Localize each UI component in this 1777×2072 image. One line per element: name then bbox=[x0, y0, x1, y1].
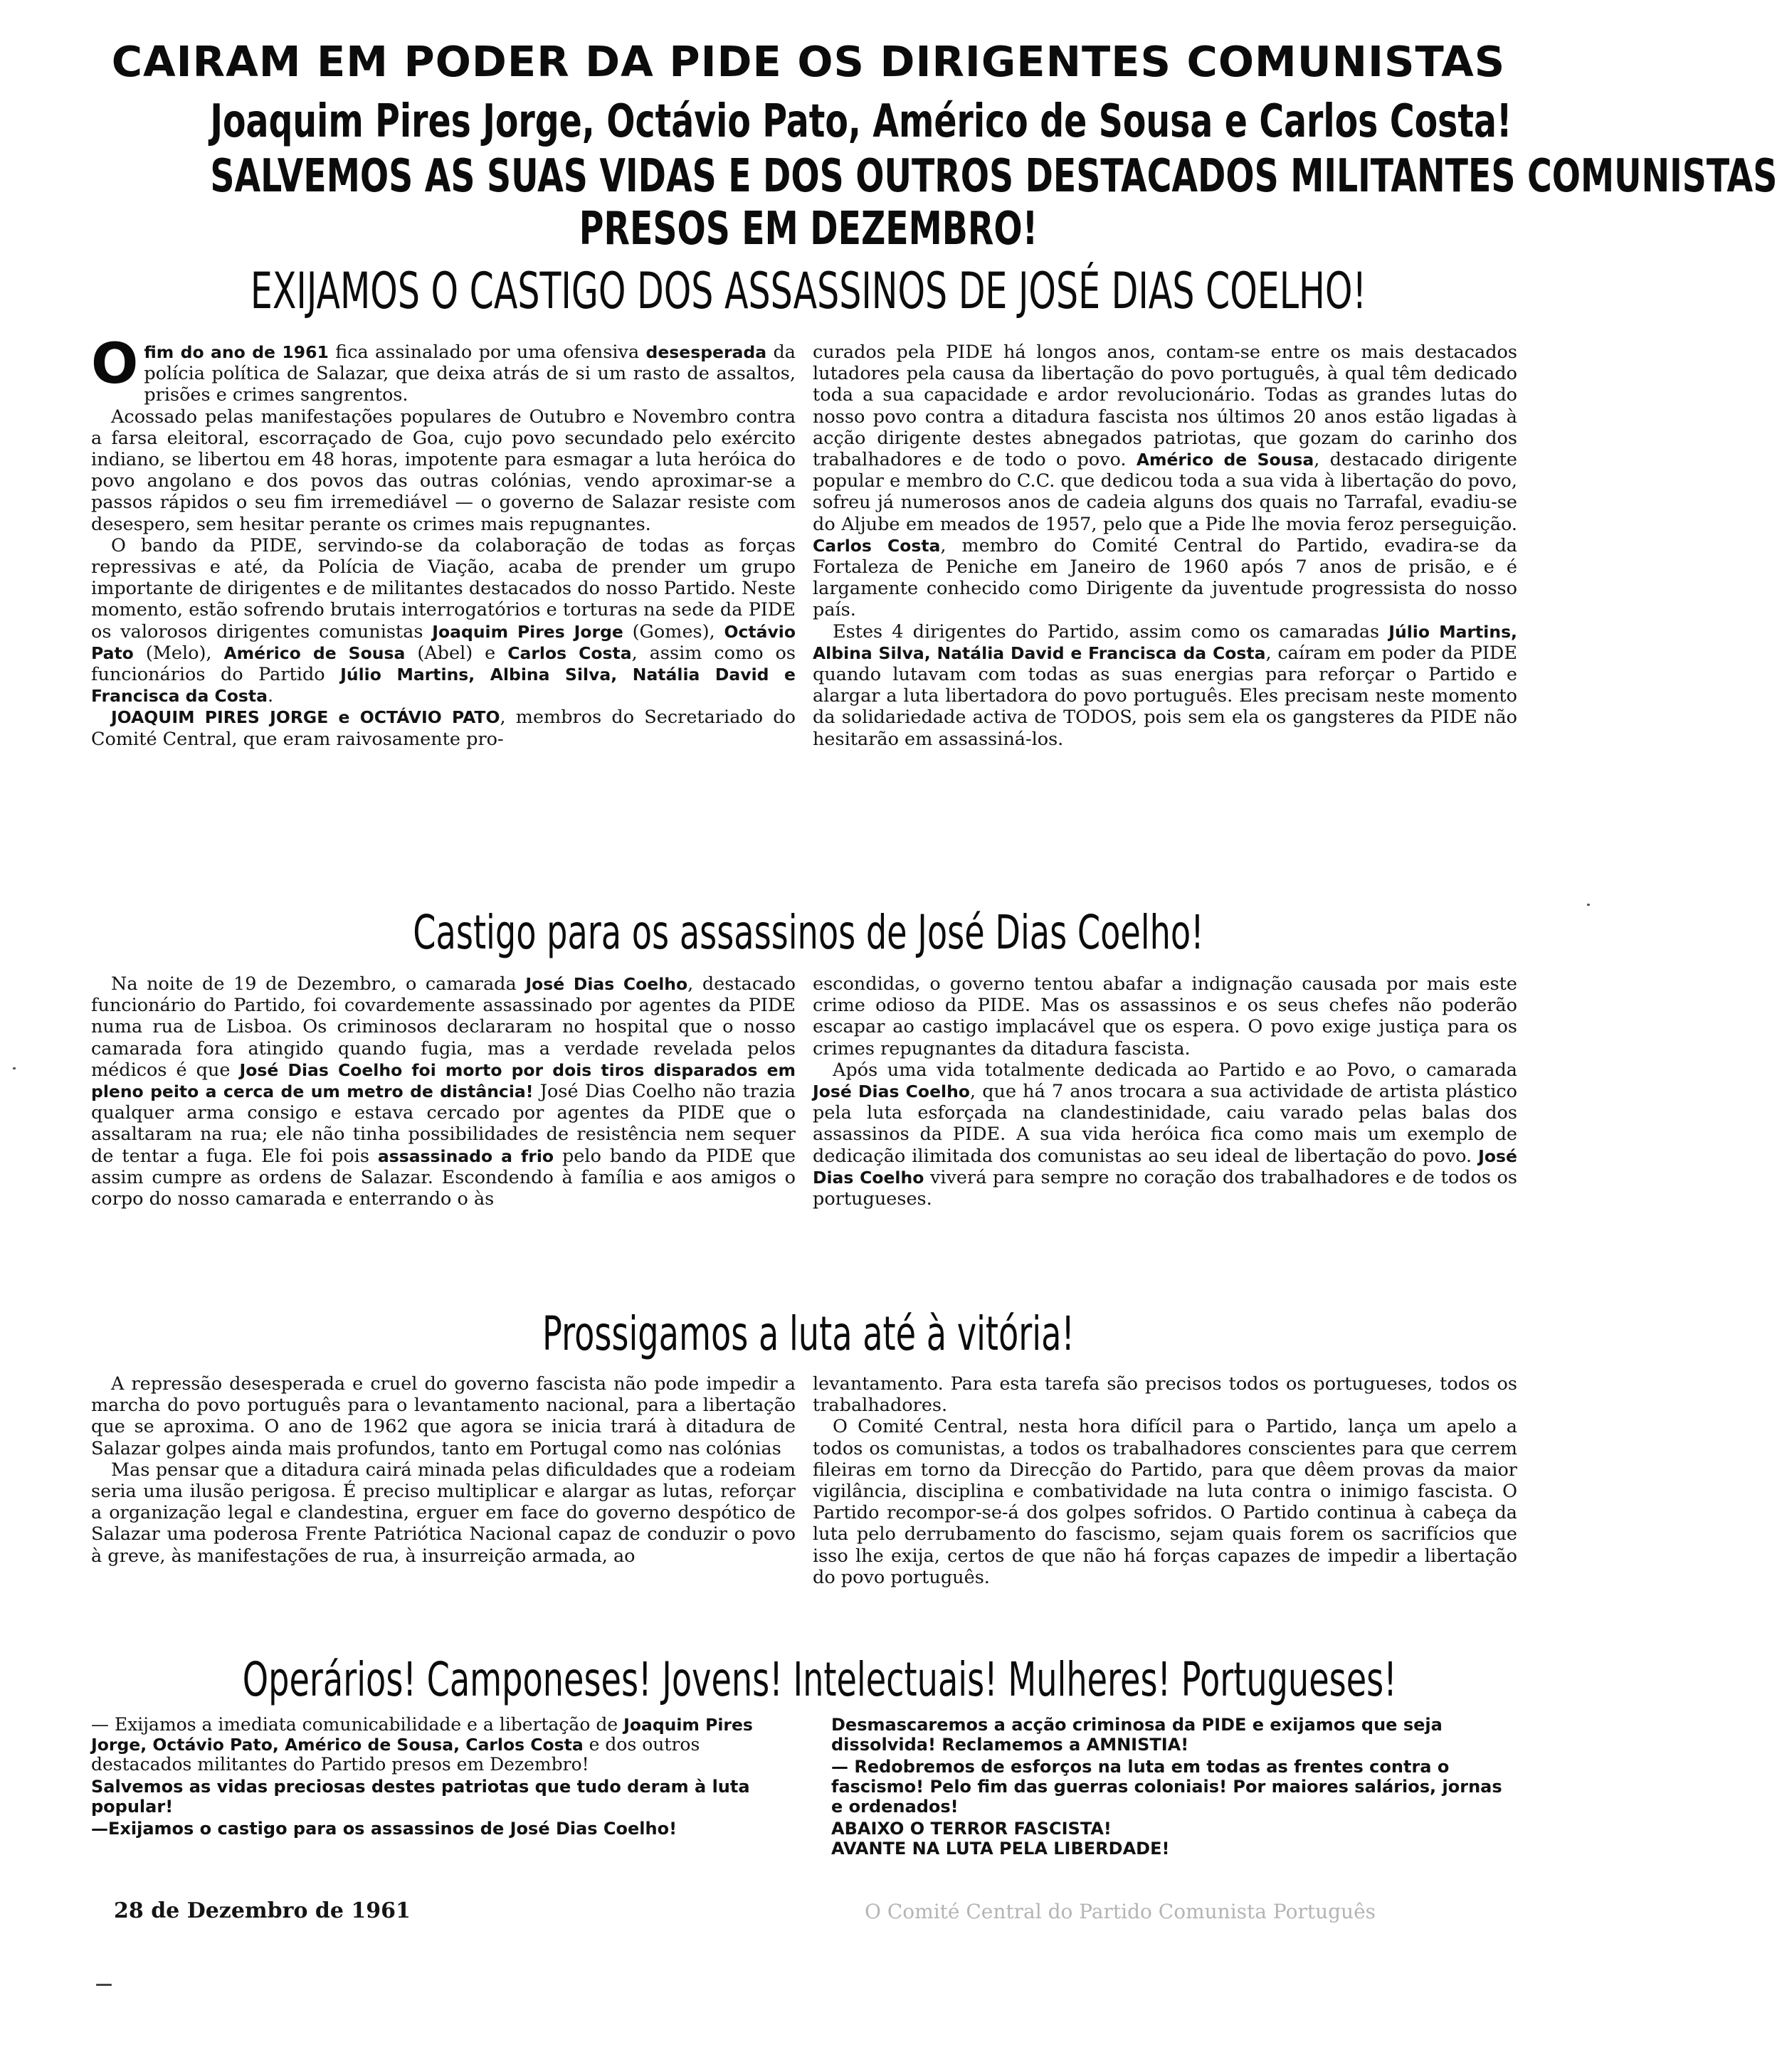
slogan: — Redobremos de esforços na luta em todas as frentes contra o fascismo! Pelo fim das guerras coloniais! Por maiores salários, jornas e ordenados! bbox=[831, 1757, 1502, 1817]
paragraph: levantamento. Para esta tarefa são precisos todos os portugueses, todos os trabalhadores. bbox=[813, 1373, 1517, 1417]
section4-slogans-right bbox=[831, 1715, 1514, 1859]
paragraph: escondidas, o governo tentou abafar a indignação causada por mais este crime odioso da PIDE. Mas os assassinos e os seus chefes não poderão escapar ao castigo implacável que os espera. O povo exige justiça para os crimes repugnantes da ditadura fascista. bbox=[813, 973, 1517, 1059]
print-speck bbox=[96, 1984, 112, 1986]
section1-column-right bbox=[813, 342, 1517, 750]
paragraph: O bando da PIDE, servindo-se da colaboração de todas as forças repressivas e até, da Polícia de Viação, acaba de prender um grupo importante de dirigentes e de militantes destacados do nosso Partido. Neste momento, estão sofrendo brutais interrogatórios e torturas na sede da PIDE os valorosos dirigentes comunistas Joaquim Pires Jorge (Gomes), Octávio Pato (Melo), Américo de Sousa (Abel) e Carlos Costa, assim como os funcionários do Partido Júlio Martins, Albina Silva, Natália David e Francisca da Costa. bbox=[91, 534, 796, 707]
slogan: Desmascaremos a acção criminosa da PIDE e exijamos que seja dissolvida! Reclamemos a AMNISTIA! bbox=[831, 1715, 1443, 1755]
section2-column-right bbox=[813, 973, 1517, 1210]
paragraph: A repressão desesperada e cruel do governo fascista não pode impedir a marcha do povo português para o levantamento nacional, para a libertação que se aproxima. O ano de 1962 que agora se inicia trará à ditadura de Salazar golpes ainda mais profundos, tanto em Portugal como nas colónias bbox=[91, 1373, 796, 1459]
section4-heading: Operários! Camponeses! Jovens! Intelectuais! Mulheres! Portugueses! bbox=[242, 1652, 1397, 1707]
paragraph: JOAQUIM PIRES JORGE e OCTÁVIO PATO, membros do Secretariado do Comité Central, que eram raivosamente pro- bbox=[91, 707, 796, 750]
footer-signature: O Comité Central do Partido Comunista Português bbox=[865, 1900, 1376, 1923]
paragraph: Na noite de 19 de Dezembro, o camarada José Dias Coelho, destacado funcionário do Partido, foi covardemente assassinado por agentes da PIDE numa rua de Lisboa. Os criminosos declararam no hospital que o nosso camarada fora atingido quando fugia, mas a verdade revelada pelos médicos é que José Dias Coelho foi morto por dois tiros disparados em pleno peito a cerca de um metro de distância! José Dias Coelho não trazia qualquer arma consigo e estava cercado por agentes da PIDE que o assaltaram na rua; ele não tinha possibilidades de resistência nem sequer de tentar a fuga. Ele foi pois assassinado a frio pelo bando da PIDE que assim cumpre as ordens de Salazar. Escondendo à família e aos amigos o corpo do nosso camarada e enterrando o às bbox=[91, 973, 796, 1210]
section3-column-right bbox=[813, 1373, 1517, 1588]
headline-save-lives: SALVEMOS AS SUAS VIDAS E DOS OUTROS DESTACADOS MILITANTES COMUNISTAS bbox=[210, 150, 1777, 203]
paragraph: curados pela PIDE há longos anos, contam-se entre os mais destacados lutadores pela causa da libertação do povo português, à qual têm dedicado toda a sua capacidade e ardor revolucionário. Todas as grandes lutas do nosso povo contra a ditadura fascista nos últimos 20 anos estão ligadas à acção dirigente destes abnegados patriotas, que gozam do carinho dos trabalhadores e de todo o povo. Américo de Sousa, destacado dirigente popular e membro do C.C. que dedicou toda a sua vida à libertação do povo, sofreu já numerosos anos de cadeia alguns dos quais no Tarrafal, evadiu-se do Aljube em meados de 1957, pelo que a Pide lhe movia feroz perseguição. Carlos Costa, membro do Comité Central do Partido, evadira-se da Fortaleza de Peniche em Janeiro de 1960 após 7 anos de prisão, e é largamente conhecido como Dirigente da juventude progressista do nosso país. bbox=[813, 342, 1517, 621]
headline-names: Joaquim Pires Jorge, Octávio Pato, Américo de Sousa e Carlos Costa! bbox=[210, 95, 1512, 148]
print-speck bbox=[13, 1067, 16, 1069]
headline-arrested: PRESOS EM DEZEMBRO! bbox=[579, 203, 1038, 255]
slogan: —Exijamos o castigo para os assassinos de José Dias Coelho! bbox=[91, 1819, 677, 1839]
section1-column-left: Ofim do ano de 1961 fica assinalado por uma ofensiva desesperada da polícia política de Salazar, que deixa atrás de si um rasto de assaltos, prisões e crimes sangrentos. Acossado pelas manifestações populares de Outubro e Novembro contra a farsa eleitoral, escorraçado de Goa, cujo povo secundado pelo exército indiano, se libertou em 48 horas, impotente para esmagar a luta heróica do povo angolano e dos povos das outras colónias, vendo aproximar-se a passos rápidos o seu fim irremediável — o governo de Salazar resiste com desespero, sem hesitar perante os crimes mais repugnantes. O bando da PIDE, servindo-se da colaboração de todas as forças repressivas e até, da Polícia de Viação, acaba de prender um grupo importante de dirigentes e de militantes destacados do nosso Partido. Neste momento, estão sofrendo brutais interrogatórios e torturas na sede da PIDE os valorosos dirigentes comunistas Joaquim Pires Jorge (Gomes), Octávio Pato (Melo), Américo de Sousa (Abel) e Carlos Costa, assim como os funcionários do Partido Júlio Martins, Albina Silva, Natália David e Francisca da Costa. JOAQUIM PIRES JORGE e OCTÁVIO PATO, membros do Secretariado do Comité Central, que eram raivosamente pro- bbox=[91, 332, 796, 750]
drop-cap: O bbox=[91, 332, 139, 396]
slogan: AVANTE NA LUTA PELA LIBERDADE! bbox=[831, 1839, 1170, 1859]
paragraph: O Comité Central, nesta hora difícil para o Partido, lança um apelo a todos os comunistas, a todos os trabalhadores conscientes para que cerrem fileiras em torno da Direcção do Partido, para que dêem provas da maior vigilância, disciplina e combatividade na luta contra o inimigo fascista. O Partido recompor-se-á dos golpes sofridos. O Partido continua à cabeça da luta pelo derrubamento do fascismo, sejam quais forem os sacrifícios que isso lhe exija, certos de que não há forças capazes de impedir a libertação do povo português. bbox=[813, 1416, 1517, 1588]
slogan: — Exijamos a imediata comunicabilidade e a libertação de Joaquim Pires Jorge, Octávio Pato, Américo de Sousa, Carlos Costa e dos outros destacados militantes do Partido presos em Dezembro! bbox=[91, 1714, 753, 1775]
section2-heading: Castigo para os assassinos de José Dias Coelho! bbox=[413, 905, 1204, 960]
section3-heading: Prossigamos a luta até à vitória! bbox=[542, 1306, 1075, 1361]
headline-demand-punishment: EXIJAMOS O CASTIGO DOS ASSASSINOS DE JOSÉ DIAS COELHO! bbox=[250, 262, 1367, 320]
print-speck bbox=[1587, 904, 1590, 906]
footer-date: 28 de Dezembro de 1961 bbox=[114, 1898, 411, 1923]
section4-slogans-left bbox=[91, 1715, 796, 1841]
slogan: ABAIXO O TERROR FASCISTA! bbox=[831, 1819, 1112, 1839]
headline-main: CAIRAM EM PODER DA PIDE OS DIRIGENTES COMUNISTAS bbox=[111, 37, 1506, 86]
paragraph: Após uma vida totalmente dedicada ao Partido e ao Povo, o camarada José Dias Coelho, que há 7 anos trocara a sua actividade de artista plástico pela luta esforçada na clandestinidade, caiu varado pelas balas dos assassinos da PIDE. A sua vida heróica fica como mais um exemplo de dedicação ilimitada dos comunistas ao seu ideal de libertação do povo. José Dias Coelho viverá para sempre no coração dos trabalhadores e de todos os portugueses. bbox=[813, 1059, 1517, 1210]
section3-column-left bbox=[91, 1373, 796, 1567]
paragraph: Acossado pelas manifestações populares de Outubro e Novembro contra a farsa eleitoral, escorraçado de Goa, cujo povo secundado pelo exército indiano, se libertou em 48 horas, impotente para esmagar a luta heróica do povo angolano e dos povos das outras colónias, vendo aproximar-se a passos rápidos o seu fim irremediável — o governo de Salazar resiste com desespero, sem hesitar perante os crimes mais repugnantes. bbox=[91, 406, 796, 535]
slogan: Salvemos as vidas preciosas destes patriotas que tudo deram à luta popular! bbox=[91, 1777, 750, 1817]
paragraph: Estes 4 dirigentes do Partido, assim como os camaradas Júlio Martins, Albina Silva, Natália David e Francisca da Costa, caíram em poder da PIDE quando lutavam com todas as suas energias para reforçar o Partido e alargar a luta libertadora do povo português. Eles precisam neste momento da solidariedade activa de TODOS, pois sem ela os gangsteres da PIDE não hesitarão em assassiná-los. bbox=[813, 620, 1517, 750]
paragraph: Mas pensar que a ditadura cairá minada pelas dificuldades que a rodeiam seria uma ilusão perigosa. É preciso multiplicar e alargar as lutas, reforçar a organização legal e clandestina, erguer em face do governo despótico de Salazar uma poderosa Frente Patriótica Nacional capaz de conduzir o povo à greve, às manifestações de rua, à insurreição armada, ao bbox=[91, 1459, 796, 1567]
section2-column-left bbox=[91, 973, 796, 1210]
